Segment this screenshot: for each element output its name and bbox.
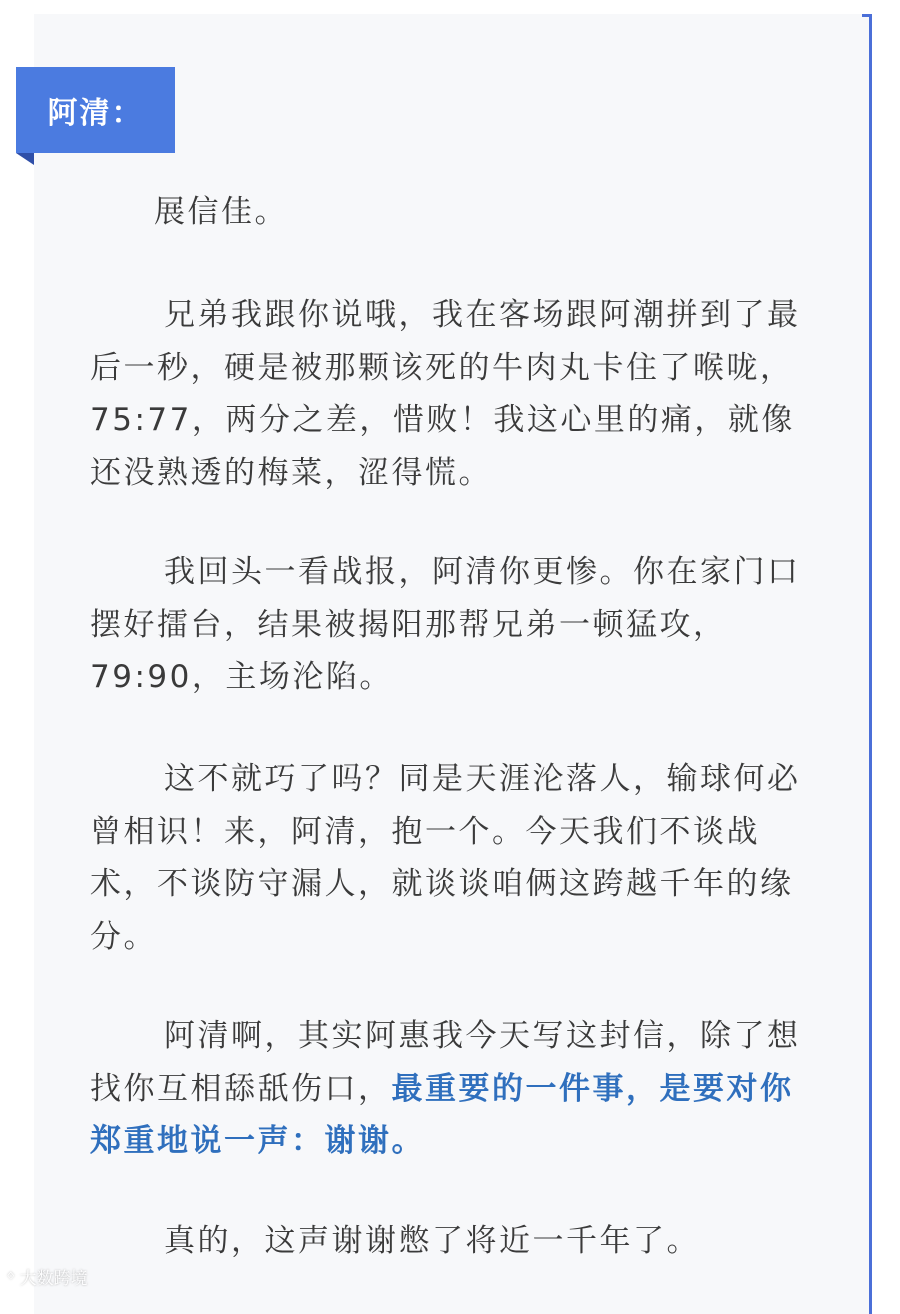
watermark-text: 大数跨境: [19, 1268, 88, 1289]
logo-icon: ᛜ: [6, 1266, 16, 1286]
speaker-tag-fold: [16, 153, 34, 165]
paragraph-thanks: [90, 1010, 810, 1168]
paragraph-thanks-text: 阿清啊，其实阿惠我今天写这封信，除了想找你互相舔舐伤口，: [90, 1018, 801, 1107]
watermark: [6, 1264, 88, 1288]
paragraph-closing: 真的，这声谢谢憋了将近一千年了。: [164, 1223, 700, 1259]
paragraph-away-loss: 兄弟我跟你说哦，我在客场跟阿潮拼到了最后一秒，硬是被那颗该死的牛肉丸卡住了喉咙，75:77，两分之差，惜败！我这心里的痛，就像还没熟透的梅菜，涩得慌。: [90, 297, 801, 491]
paragraph-fellow-sufferers: 这不就巧了吗？同是天涯沦落人，输球何必曾相识！来，阿清，抱一个。今天我们不谈战术，不谈防守漏人，就谈谈咱俩这跨越千年的缘分。: [90, 761, 801, 955]
speaker-tag: 阿清：: [16, 67, 175, 153]
highlighted-thanks-text: 最重要的一件事，是要对你郑重地说一声：谢谢。: [90, 1070, 794, 1159]
paragraph-home-loss: 我回头一看战报，阿清你更惨。你在家门口摆好擂台，结果被揭阳那帮兄弟一顿猛攻，79:90，主场沦陷。: [90, 554, 801, 695]
paragraph-greeting: 展信佳。: [154, 194, 288, 230]
